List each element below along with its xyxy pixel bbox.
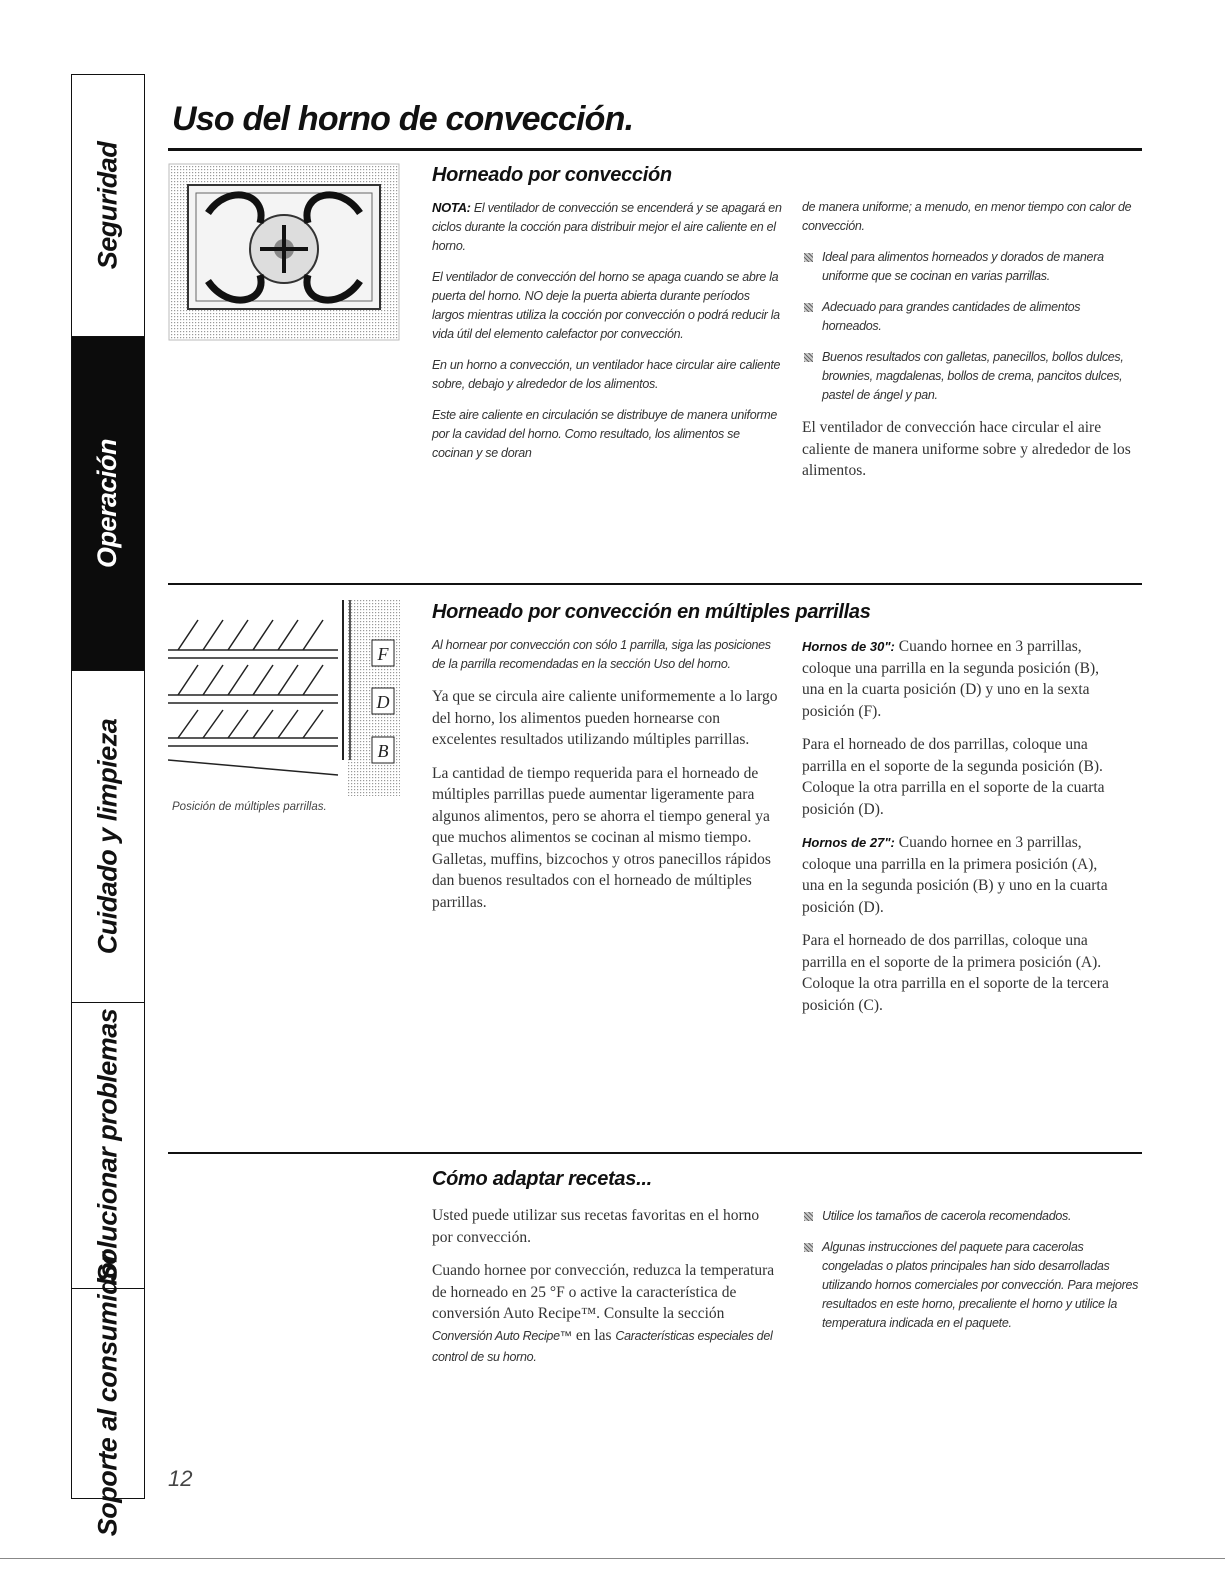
paragraph: Ya que se circula aire caliente uniformemente a lo largo del horno, los alimentos pueden hornearse con excelentes resultados utilizando múltiples parrillas. xyxy=(432,688,778,748)
divider xyxy=(0,1558,1225,1559)
list-item: Utilice los tamaños de cacerola recomendados. xyxy=(802,1207,1142,1226)
paragraph xyxy=(802,636,1112,722)
list-item: Adecuado para grandes cantidades de alimentos horneados. xyxy=(802,298,1142,336)
section3-column-b xyxy=(802,1207,1142,1345)
page-title: Uso del horno de convección. xyxy=(172,100,634,138)
paragraph: de manera uniforme; a menudo, en menor tiempo con calor de convección. xyxy=(802,200,1132,233)
paragraph-text: Cuando hornee por convección, reduzca la temperatura de horneado en 25 °F o active la característica de conversión Auto Recipe™. Consulte la sección xyxy=(432,1262,775,1322)
paragraph xyxy=(432,1260,777,1368)
paragraph: Usted puede utilizar sus recetas favoritas en el horno por convección. xyxy=(432,1207,760,1246)
tab-soporte-consumidor[interactable] xyxy=(72,1252,144,1537)
page-number: 12 xyxy=(168,1466,193,1491)
paragraph-text: en las xyxy=(571,1326,616,1344)
paragraph: El ventilador de convección hace circular el aire caliente de manera uniforme sobre y alrededor de los alimentos. xyxy=(802,419,1131,479)
tab-label: Cuidado y limpieza xyxy=(92,718,123,955)
section-heading: Horneado por convección en múltiples parrillas xyxy=(432,601,871,623)
section1-column-b xyxy=(802,198,1142,494)
oven-racks-illustration xyxy=(168,600,400,796)
paragraph: En un horno a convección, un ventilador hace circular aire caliente sobre, debajo y alrededor de los alimentos. xyxy=(432,358,781,391)
tab-label: Operación xyxy=(92,438,123,569)
tab-solucionar-problemas[interactable] xyxy=(72,1003,144,1289)
paragraph-text: Cuando hornee en 3 parrillas, coloque una parrilla en la primera posición (A), una en la segunda posición (B) y uno en la cuarta posición (D). xyxy=(802,834,1108,916)
list-item: Algunas instrucciones del paquete para cacerolas congeladas o platos principales han sido desarrolladas utilizando hornos comerciales por convección. Para mejores resultados en este horno, precaliente el horno y utilice la temperatura indicada en el paquete. xyxy=(802,1238,1142,1333)
section2-column-a xyxy=(432,636,787,925)
section2-column-b xyxy=(802,636,1112,1028)
hornos27-label: Hornos de 27": xyxy=(802,835,895,850)
italic-ref: Conversión Auto Recipe™ xyxy=(432,1328,572,1343)
paragraph xyxy=(802,832,1112,918)
italic-ref: Características especiales del control de su horno. xyxy=(432,1328,773,1364)
side-tabs xyxy=(71,74,145,1537)
list-item: Ideal para alimentos horneados y dorados de manera uniforme que se cocinan en varias parrillas. xyxy=(802,248,1142,286)
tab-label: Solucionar problemas xyxy=(92,1008,123,1283)
divider xyxy=(168,148,1142,151)
tab-label: Soporte al consumidor xyxy=(92,1252,123,1537)
divider xyxy=(168,583,1142,585)
paragraph: El ventilador de convección del horno se apaga cuando se abre la puerta del horno. NO deje la puerta abierta durante períodos largos mientras utiliza la cocción por convección o podrá reducir la vida útil del elemento calefactor por convección. xyxy=(432,270,780,341)
rack-label-b: B xyxy=(377,741,389,761)
hornos30-label: Hornos de 30": xyxy=(802,639,895,654)
tab-seguridad[interactable] xyxy=(72,75,144,337)
divider xyxy=(168,1152,1142,1154)
paragraph-text: El ventilador de convección se encenderá y se apagará en ciclos durante la cocción para distribuir mejor el aire caliente en el horno. xyxy=(432,201,782,253)
section1-column-a xyxy=(432,198,782,475)
section3-column-a xyxy=(432,1205,777,1380)
list-item: Buenos resultados con galletas, panecillos, bollos dulces, brownies, magdalenas, bollos de crema, pancitos dulces, pastel de ángel y pan. xyxy=(802,348,1142,405)
paragraph: La cantidad de tiempo requerida para el horneado de múltiples parrillas puede aumentar ligeramente para algunos alimentos, pero se ahorra el tiempo general ya que muchos alimentos se cocinan al mismo tiempo. Galletas, muffins, bizcochos y otros panecillos rápidos dan buenos resultados con el horneado de múltiples parrillas. xyxy=(432,764,771,911)
paragraph-text: Cuando hornee en 3 parrillas, coloque una parrilla en la segunda posición (B), una en la cuarta posición (D) y uno en la sexta posición (F). xyxy=(802,638,1099,720)
nota-paragraph xyxy=(432,198,782,256)
rack-label-f: F xyxy=(377,644,389,664)
tab-operacion[interactable] xyxy=(72,337,144,671)
paragraph: Para el horneado de dos parrillas, coloque una parrilla en el soporte de la segunda posición (B). Coloque la otra parrilla en el soporte de la cuarta posición (D). xyxy=(802,736,1105,818)
convection-fan-illustration xyxy=(168,163,400,341)
paragraph: Este aire caliente en circulación se distribuye de manera uniforme por la cavidad del horno. Como resultado, los alimentos se cocinan y se doran xyxy=(432,408,777,460)
paragraph: Para el horneado de dos parrillas, coloque una parrilla en el soporte de la primera posición (A). Coloque la otra parrilla en el soporte de la tercera posición (C). xyxy=(802,932,1109,1014)
tab-label: Seguridad xyxy=(92,141,123,270)
figure-caption: Posición de múltiples parrillas. xyxy=(172,801,327,813)
tab-cuidado-limpieza[interactable] xyxy=(72,671,144,1003)
paragraph: Al hornear por convección con sólo 1 parrilla, siga las posiciones de la parrilla recomendadas en la sección Uso del horno. xyxy=(432,638,771,671)
section-heading: Horneado por convección xyxy=(432,164,672,186)
rack-label-d: D xyxy=(376,692,390,712)
nota-label: NOTA: xyxy=(432,200,471,215)
section-heading: Cómo adaptar recetas... xyxy=(432,1168,652,1190)
